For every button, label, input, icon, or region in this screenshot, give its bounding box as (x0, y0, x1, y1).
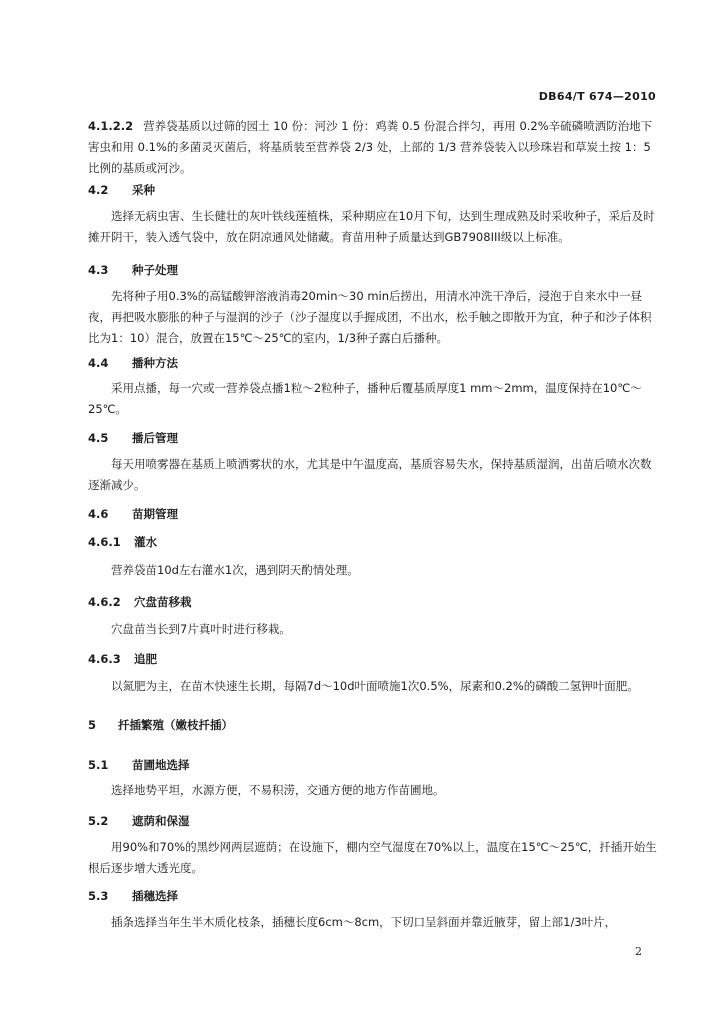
heading-title: 穴盘苗移栽 (134, 595, 192, 609)
paragraph-4-6-2 (88, 619, 660, 640)
paragraph-4-6-3 (88, 676, 660, 697)
heading-title: 插穗选择 (132, 889, 178, 903)
paragraph-text: 选择地势平坦，水源方便，不易积涝，交通方便的地方作苗圃地。 (111, 783, 445, 797)
paragraph-4-6-1 (88, 560, 660, 581)
paragraph-text: 穴盘苗当长到7片真叶时进行移栽。 (111, 622, 291, 636)
heading-title: 播种方法 (132, 356, 178, 370)
heading-number: 4.6 (88, 507, 109, 521)
paragraph-4-3 (88, 286, 660, 349)
heading-number: 4.6.2 (88, 595, 121, 609)
heading-number: 4.4 (88, 356, 109, 370)
paragraph-5-1 (88, 780, 660, 801)
heading-5-2 (88, 813, 190, 829)
paragraph-text: 采用点播，每一穴或一营养袋点播1粒～2粒种子，播种后覆基质厚度1 mm～2mm，温度保持在10℃～25℃。 (88, 381, 642, 416)
heading-4-5 (88, 430, 178, 446)
heading-number: 5 (88, 718, 97, 732)
heading-title: 扦插繁殖（嫩枝扦插） (118, 718, 233, 732)
heading-number: 5.2 (88, 814, 109, 828)
heading-title: 苗圃地选择 (132, 758, 190, 772)
heading-number: 5.1 (88, 758, 109, 772)
heading-title: 追肥 (134, 652, 157, 666)
paragraph-4-2 (88, 206, 660, 248)
paragraph-text: 用90%和70%的黑纱网两层遮荫；在设施下，棚内空气湿度在70%以上，温度在15℃～25℃，扦插开始生根后逐步增大透光度。 (88, 840, 657, 875)
paragraph-text: 营养袋苗10d左右灌水1次，遇到阴天酌情处理。 (111, 563, 359, 577)
heading-5-1 (88, 757, 190, 773)
paragraph-text: 先将种子用0.3%的高锰酸钾溶液消毒20min～30 min后捞出，用清水冲洗干净后，浸泡于自来水中一昼夜，再把吸水膨胀的种子与湿润的沙子（沙子湿度以手握成团，不出水，松手触之即散开为宜，种子和沙子体积比为1：10）混合，放置在15℃～25℃的室内，1/3种子露白后播种。 (88, 289, 652, 345)
paragraph-4-5 (88, 454, 660, 496)
heading-4-6-2 (88, 594, 192, 610)
heading-number: 5.3 (88, 889, 109, 903)
heading-title: 种子处理 (132, 263, 178, 277)
heading-4-6-1 (88, 534, 157, 550)
heading-title: 播后管理 (132, 431, 178, 445)
heading-number: 4.5 (88, 431, 109, 445)
heading-4-3 (88, 262, 178, 278)
paragraph-text: 以氮肥为主，在苗木快速生长期，每隔7d～10d叶面喷施1次0.5%，尿素和0.2%的磷酸二氢钾叶面肥。 (111, 679, 639, 693)
heading-4-4 (88, 355, 178, 371)
heading-number: 4.6.1 (88, 535, 121, 549)
heading-number: 4.2 (88, 183, 109, 197)
paragraph-5-2 (88, 837, 660, 879)
heading-title: 苗期管理 (132, 507, 178, 521)
heading-number: 4.3 (88, 263, 109, 277)
heading-title: 采种 (132, 183, 155, 197)
heading-5-3 (88, 888, 178, 904)
heading-4-6 (88, 506, 178, 522)
document-code-header: DB64/T 674—2010 (538, 90, 656, 103)
heading-title: 遮荫和保湿 (132, 814, 190, 828)
paragraph-5-3 (88, 912, 660, 933)
heading-4-2 (88, 182, 155, 198)
heading-4-6-3 (88, 651, 157, 667)
paragraph-text: 每天用喷雾器在基质上喷洒雾状的水，尤其是中午温度高，基质容易失水，保持基质湿润，出苗后喷水次数逐渐减少。 (88, 457, 652, 492)
heading-number: 4.6.3 (88, 652, 121, 666)
paragraph-4-4 (88, 378, 660, 420)
clause-text: 营养袋基质以过筛的园土 10 份：河沙 1 份：鸡粪 0.5 份混合拌匀，再用 0.2%辛硫磷喷洒防治地下害虫和用 0.1%的多菌灵灭菌后，将基质装至营养袋 2/3 处，上部的 1/3 营养袋装入以珍珠岩和草炭土按 1：5 比例的基质或河沙。 (88, 119, 653, 175)
clause-number: 4.1.2.2 (88, 119, 134, 133)
heading-5 (88, 717, 233, 733)
paragraph-text: 选择无病虫害、生长健壮的灰叶铁线莲植株，采种期应在10月下旬，达到生理成熟及时采收种子，采后及时摊开阴干，装入透气袋中，放在阴凉通风处储藏。育苗用种子质量达到GB7908III级以上标准。 (88, 209, 655, 244)
paragraph-4-1-2-2 (88, 116, 660, 179)
page-number: 2 (635, 945, 642, 958)
paragraph-text: 插条选择当年生半木质化枝条，插穗长度6cm～8cm，下切口呈斜面并靠近腋芽，留上部1/3叶片， (111, 915, 617, 929)
paragraph-text (88, 116, 660, 179)
heading-title: 灌水 (134, 535, 157, 549)
